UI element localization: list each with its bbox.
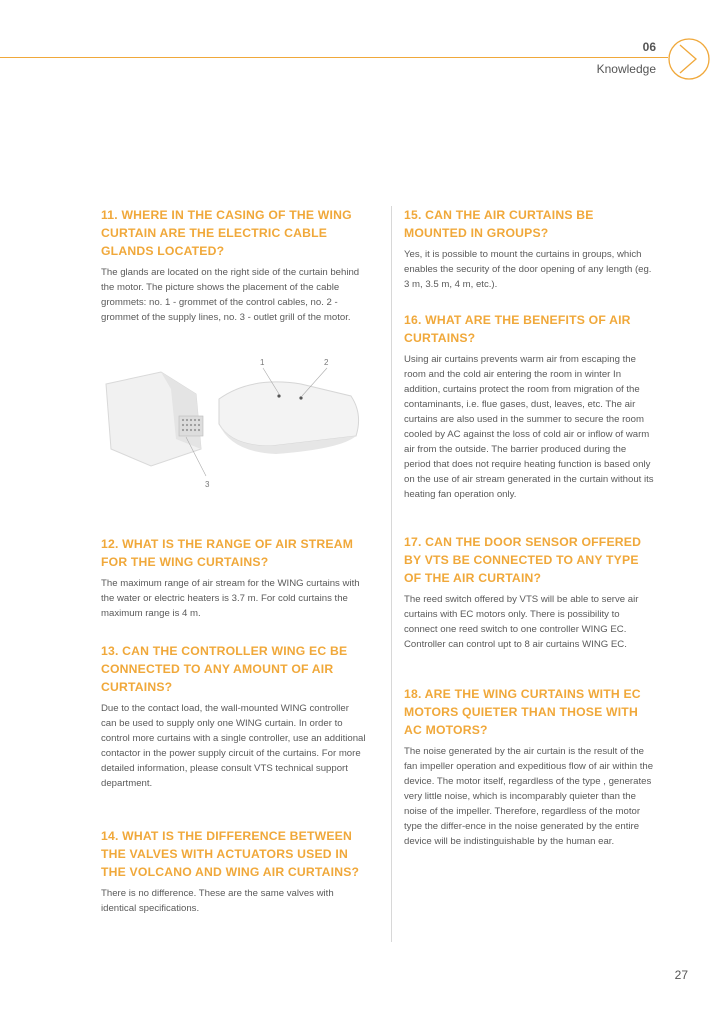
chevron-logo-icon	[666, 36, 712, 82]
faq-item-15	[404, 206, 654, 292]
faq-item-13	[101, 642, 366, 791]
answer-text: Due to the contact load, the wall-mounted WING controller can be used to supply only one WING curtain. In order to control more curtains with a single controller, use an additional contactor in the power supply circuit of the curtains. For more detailed information, please consult VTS technical support department.	[101, 703, 366, 789]
faq-item-18	[404, 685, 654, 849]
answer-text: Yes, it is possible to mount the curtains in groups, which enables the security of the door opening of any length (eg. 3 m, 3.5 m, 4 m, etc.).	[404, 249, 652, 290]
question-heading: 14. WHAT IS THE DIFFERENCE BETWEEN THE VALVES WITH ACTUATORS USED IN THE VOLCANO AND WING AIR CURTAINS?	[101, 829, 360, 879]
question-heading: 16. WHAT ARE THE BENEFITS OF AIR CURTAINS?	[404, 313, 631, 345]
figure-label-2: 2	[324, 358, 329, 367]
question-heading: 17. CAN THE DOOR SENSOR OFFERED BY VTS BE CONNECTED TO ANY TYPE OF THE AIR CURTAIN?	[404, 535, 642, 585]
answer-text: Using air curtains prevents warm air from escaping the room and the cold air entering the room in winter In addition, curtains protect the room from migration of the contaminants, i.e. flue gases, dust, leaves, etc. The air curtains are also used in the summer to secure the room cooled by AC against the loss of cold air or inflow of warm air from the outside. The barrier produced during the period that does not require heating function is based only on the use of air stream generated in the curtain without its heating fan operation only.	[404, 354, 654, 500]
faq-item-16	[404, 311, 654, 502]
header-rule	[0, 57, 668, 58]
answer-text: The noise generated by the air curtain is the result of the fan impeller operation and expeditious flow of air within the device. The motor itself, regardless of the type , generates very little noise, which is incomparably quieter than the noise of the impeller. Therefore, regardless of the motor type the differ-ence in the noise generated by the entire device will be indistinguishable by the human ear.	[404, 746, 654, 847]
question-heading: 15. CAN THE AIR CURTAINS BE MOUNTED IN GROUPS?	[404, 208, 594, 240]
section-title: Knowledge	[596, 62, 656, 76]
column-divider	[391, 206, 392, 942]
answer-text: The reed switch offered by VTS will be able to serve air curtains with EC motors only. There is possibility to connect one reed switch to one controller WING EC. Controller can control upt to 8 air curtains WING EC.	[404, 594, 639, 650]
figure-label-1: 1	[260, 358, 265, 367]
question-heading: 18. ARE THE WING CURTAINS WITH EC MOTORS QUIETER THAN THOSE WITH AC MOTORS?	[404, 687, 641, 737]
faq-item-14	[101, 827, 366, 916]
answer-text: The maximum range of air stream for the WING curtains with the water or electric heaters is 3.7 m. For cold curtains the maximum range is 4 m.	[101, 578, 360, 619]
page-number: 27	[674, 968, 688, 982]
air-curtain-illustration	[101, 354, 366, 494]
question-heading: 12. WHAT IS THE RANGE OF AIR STREAM FOR THE WING CURTAINS?	[101, 537, 354, 569]
question-heading: 11. WHERE IN THE CASING OF THE WING CURTAIN ARE THE ELECTRIC CABLE GLANDS LOCATED?	[101, 208, 352, 258]
figure-label-3: 3	[205, 480, 210, 489]
answer-text: There is no difference. These are the same valves with identical specifications.	[101, 888, 334, 914]
question-heading: 13. CAN THE CONTROLLER WING EC BE CONNECTED TO ANY AMOUNT OF AIR CURTAINS?	[101, 644, 348, 694]
faq-item-17	[404, 533, 654, 652]
curtain-figure	[101, 354, 366, 494]
faq-item-11	[101, 206, 366, 325]
chapter-number: 06	[642, 40, 656, 54]
faq-item-12	[101, 535, 366, 621]
answer-text: The glands are located on the right side of the curtain behind the motor. The picture shows the placement of the cable grommets: no. 1 - grommet of the control cables, no. 2 - grommet of the supply lines, no. 3 - outlet grill of the motor.	[101, 267, 360, 323]
